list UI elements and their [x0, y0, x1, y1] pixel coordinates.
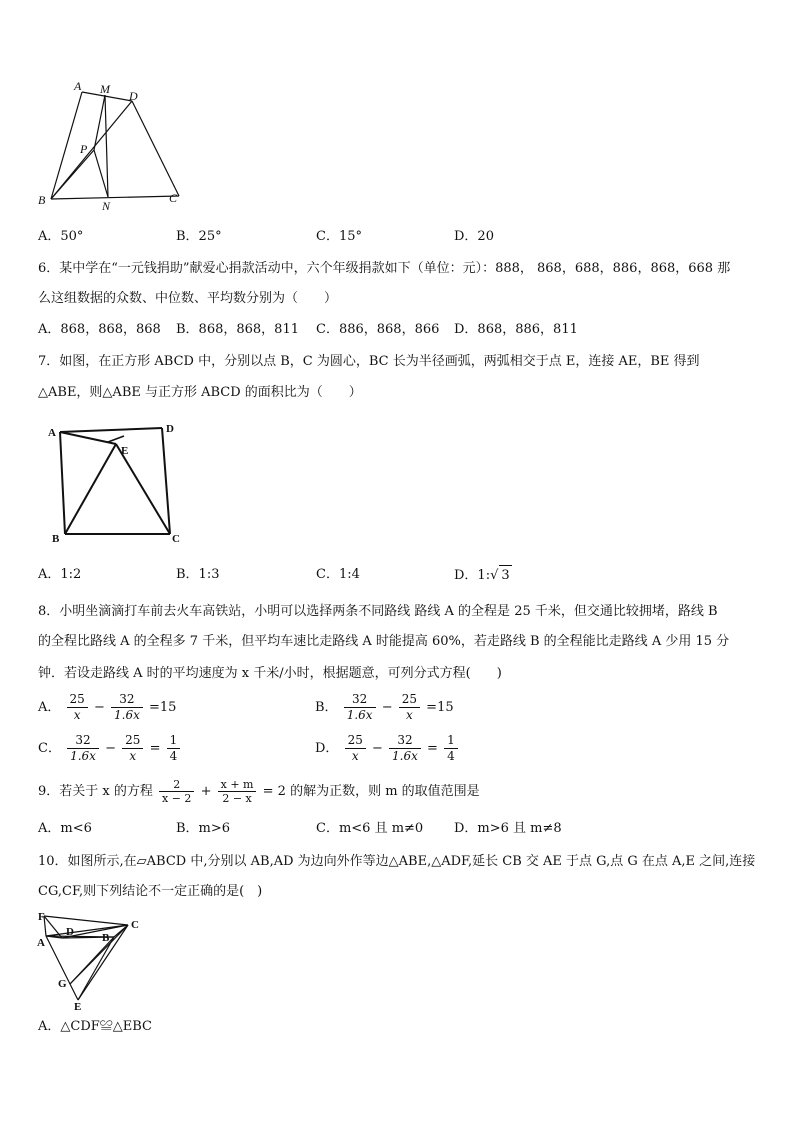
q9-option-d: D．m>6 且 m≠8	[454, 821, 562, 836]
label-G: G	[58, 978, 67, 990]
operator: −	[381, 700, 393, 715]
label-A: A	[37, 937, 45, 949]
option-label: B．	[315, 700, 338, 715]
denominator: 1.6x	[114, 708, 140, 722]
q9-prefix: 9．若关于 x 的方程	[38, 784, 153, 799]
numerator: 1	[444, 733, 458, 749]
label-C: C	[131, 919, 139, 931]
label-F: F	[38, 911, 45, 923]
label-D: D	[166, 423, 174, 435]
q5-option-d: D．20	[454, 229, 494, 244]
figure-q10	[34, 908, 154, 1012]
denominator: 4	[169, 749, 178, 763]
denominator: x	[406, 708, 413, 722]
q8-option-c	[38, 733, 182, 764]
numerator: 32	[67, 733, 99, 749]
numerator: 32	[344, 692, 376, 708]
q9-option-c: C．m<6 且 m≠0	[316, 821, 424, 836]
q7-stem-line2: △ABE，则△ABE 与正方形 ABCD 的面积比为（ ）	[38, 385, 362, 400]
label-B: B	[52, 533, 60, 545]
figure-q7	[40, 418, 190, 548]
label-N: N	[102, 199, 111, 213]
q7-option-c: C．1:4	[316, 567, 360, 582]
q5-option-c: C．15°	[316, 229, 362, 244]
option-label: D．	[315, 741, 339, 756]
q9-suffix: 的解为正数，则 m 的取值范围是	[290, 784, 480, 799]
operator: +	[200, 784, 212, 799]
denominator: x − 2	[162, 792, 192, 805]
q7-stem-line1: 7．如图，在正方形 ABCD 中，分别以点 B，C 为圆心，BC 长为半径画弧，两弧相交于点 E，连接 AE，BE 得到	[38, 354, 700, 369]
numerator: 32	[111, 692, 143, 708]
label-P: P	[80, 142, 88, 156]
q5-option-b: B．25°	[176, 229, 222, 244]
operator: −	[93, 700, 105, 715]
denominator: 1.6x	[70, 749, 96, 763]
label-C: C	[172, 533, 180, 545]
denominator: 1.6x	[392, 749, 418, 763]
operator: −	[372, 741, 383, 756]
rhs: =15	[426, 700, 454, 715]
label-C: C	[169, 191, 178, 205]
label-D: D	[129, 89, 138, 103]
denominator: x	[351, 749, 359, 763]
figure-q5	[30, 78, 190, 218]
q8-option-d	[315, 733, 460, 764]
denominator: 4	[447, 749, 455, 763]
q7-option-d-root: 3	[499, 565, 511, 586]
q7-option-b: B．1:3	[176, 567, 220, 582]
label-D: D	[66, 926, 74, 938]
numerator: 1	[167, 733, 181, 749]
q6-option-a: A．868，868，868	[38, 322, 161, 337]
q7-option-d-prefix: D．1:	[454, 568, 491, 583]
rhs: = 2	[262, 784, 286, 799]
numerator: 2	[159, 778, 194, 792]
q9-option-a: A．m<6	[38, 821, 92, 836]
q8-option-b	[315, 692, 454, 723]
numerator: x + m	[218, 778, 257, 792]
label-E: E	[121, 445, 129, 457]
q10-stem-line2: CG,CF,则下列结论不一定正确的是( )	[38, 884, 263, 899]
label-B: B	[38, 193, 46, 207]
q6-stem-line1: 6．某中学在“一元钱捐助”献爱心捐款活动中，六个年级捐款如下（单位：元）：888， 868，688，886，868，668 那	[38, 261, 731, 276]
q10-stem-line1: 10．如图所示,在▱ABCD 中,分别以 AB,AD 为边向外作等边△ABE,△ADF,延长 CB 交 AE 于点 G,点 G 在点 A,E 之间,连接	[38, 854, 756, 869]
denominator: x	[73, 708, 81, 722]
q8-stem-line2: 的全程比路线 A 的全程多 7 千米，但平均车速比走路线 A 时能提高 60%，若走路线 B 的全程能比走路线 A 少用 15 分	[38, 634, 730, 649]
q6-option-b: B．868，868，811	[176, 322, 299, 337]
rhs: =15	[149, 700, 177, 715]
denominator: 2 − x	[222, 792, 252, 805]
q6-option-d: D．868，886，811	[454, 322, 578, 337]
denominator: x	[129, 749, 137, 763]
numerator: 25	[399, 692, 420, 708]
q8-stem-line1: 8．小明坐滴滴打车前去火车高铁站，小明可以选择两条不同路线 路线 A 的全程是 25 千米，但交通比较拥堵，路线 B	[38, 604, 718, 619]
q6-stem-line2: 么这组数据的众数、中位数、平均数分别为（ ）	[38, 291, 338, 306]
q9-stem	[38, 778, 480, 805]
label-B: B	[102, 932, 110, 944]
label-A: A	[48, 427, 56, 439]
q10-option-a: A．△CDF≌△EBC	[38, 1019, 153, 1034]
q8-stem-line3: 钟．若设走路线 A 时的平均速度为 x 千米/小时，根据题意，可列分式方程( )	[38, 666, 502, 681]
numerator: 25	[67, 692, 88, 708]
numerator: 25	[122, 733, 143, 749]
numerator: 25	[345, 733, 366, 749]
option-label: C．	[38, 741, 61, 756]
label-A: A	[74, 79, 82, 93]
q7-option-a: A．1:2	[38, 567, 82, 582]
q6-option-c: C．886，868，866	[316, 322, 440, 337]
sqrt-sign: √	[490, 568, 499, 583]
q8-option-a	[38, 692, 176, 723]
numerator: 32	[389, 733, 421, 749]
q7-option-d	[454, 565, 512, 586]
q9-option-b: B．m>6	[176, 821, 231, 836]
option-label: A．	[38, 700, 61, 715]
equals: =	[149, 741, 161, 756]
label-M: M	[100, 82, 110, 96]
operator: −	[105, 741, 116, 756]
label-E: E	[74, 1001, 82, 1012]
q5-option-a: A．50°	[38, 229, 84, 244]
denominator: 1.6x	[346, 708, 373, 722]
equals: =	[427, 741, 438, 756]
